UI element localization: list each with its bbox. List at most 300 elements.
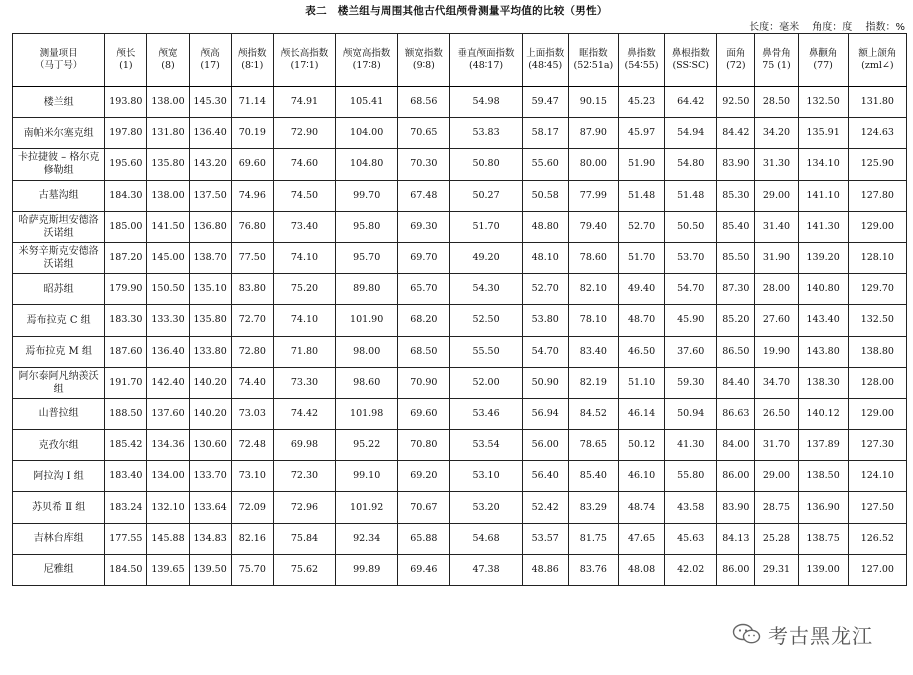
group-name-cell: 阿尔泰阿凡纳羡沃组 [13,367,105,398]
group-name-cell: 山普拉组 [13,398,105,429]
value-cell: 92.34 [336,523,398,554]
value-cell: 83.80 [231,274,273,305]
column-header-name: 鼻颧角 [808,48,838,59]
value-cell: 53.46 [450,398,522,429]
column-header [665,34,717,87]
group-name-cell: 克孜尔组 [13,430,105,461]
value-cell: 83.29 [568,492,618,523]
value-cell: 184.50 [105,554,147,585]
value-cell: 139.65 [147,554,189,585]
value-cell: 74.96 [231,180,273,211]
table-row [13,398,907,429]
value-cell: 179.90 [105,274,147,305]
table-row [13,87,907,118]
value-cell: 138.30 [798,367,848,398]
value-cell: 134.83 [189,523,231,554]
column-header-name: 上面指数 [526,48,565,59]
value-cell: 72.96 [273,492,335,523]
value-cell: 138.00 [147,87,189,118]
value-cell: 53.83 [450,118,522,149]
value-cell: 47.38 [450,554,522,585]
value-cell: 125.90 [848,149,906,180]
value-cell: 98.60 [336,367,398,398]
column-header [231,34,273,87]
column-header [618,34,664,87]
unit-angle: 角度：度 [812,22,853,33]
value-cell: 52.00 [450,367,522,398]
value-cell: 64.42 [665,87,717,118]
group-name-cell: 吉林台库组 [13,523,105,554]
value-cell: 82.19 [568,367,618,398]
value-cell: 70.19 [231,118,273,149]
value-cell: 84.52 [568,398,618,429]
group-name-cell: 哈萨克斯坦安德洛沃诺组 [13,211,105,242]
value-cell: 59.30 [665,367,717,398]
value-cell: 68.50 [398,336,450,367]
value-cell: 127.80 [848,180,906,211]
value-cell: 48.80 [522,211,568,242]
value-cell: 69.20 [398,461,450,492]
value-cell: 43.58 [665,492,717,523]
value-cell: 77.99 [568,180,618,211]
value-cell: 143.80 [798,336,848,367]
value-cell: 101.98 [336,398,398,429]
column-header [189,34,231,87]
value-cell: 68.56 [398,87,450,118]
value-cell: 71.80 [273,336,335,367]
value-cell: 130.60 [189,430,231,461]
value-cell: 50.50 [665,211,717,242]
value-cell: 135.80 [147,149,189,180]
value-cell: 131.80 [848,87,906,118]
value-cell: 29.00 [755,180,798,211]
value-cell: 48.70 [618,305,664,336]
value-cell: 51.70 [450,211,522,242]
value-cell: 47.65 [618,523,664,554]
value-cell: 177.55 [105,523,147,554]
value-cell: 70.65 [398,118,450,149]
column-header [13,34,105,87]
value-cell: 86.00 [717,461,755,492]
value-cell: 46.10 [618,461,664,492]
value-cell: 86.00 [717,554,755,585]
value-cell: 46.50 [618,336,664,367]
value-cell: 53.57 [522,523,568,554]
value-cell: 131.80 [147,118,189,149]
value-cell: 87.90 [568,118,618,149]
value-cell: 138.70 [189,242,231,273]
value-cell: 136.90 [798,492,848,523]
value-cell: 82.10 [568,274,618,305]
value-cell: 127.50 [848,492,906,523]
value-cell: 86.63 [717,398,755,429]
group-name-cell: 尼雅组 [13,554,105,585]
value-cell: 183.24 [105,492,147,523]
table-row [13,211,907,242]
value-cell: 133.30 [147,305,189,336]
value-cell: 128.00 [848,367,906,398]
value-cell: 48.86 [522,554,568,585]
watermark-text: 考古黑龙江 [768,623,873,648]
value-cell: 134.10 [798,149,848,180]
value-cell: 183.30 [105,305,147,336]
value-cell: 133.80 [189,336,231,367]
column-header-name: 鼻骨角 [762,48,791,59]
value-cell: 95.70 [336,242,398,273]
value-cell: 50.12 [618,430,664,461]
value-cell: 31.40 [755,211,798,242]
column-header [273,34,335,87]
value-cell: 70.90 [398,367,450,398]
value-cell: 187.20 [105,242,147,273]
value-cell: 140.12 [798,398,848,429]
value-cell: 48.08 [618,554,664,585]
value-cell: 78.60 [568,242,618,273]
value-cell: 28.75 [755,492,798,523]
value-cell: 104.00 [336,118,398,149]
value-cell: 87.30 [717,274,755,305]
column-header [105,34,147,87]
value-cell: 138.00 [147,180,189,211]
column-header [568,34,618,87]
value-cell: 53.10 [450,461,522,492]
table-row [13,336,907,367]
value-cell: 28.50 [755,87,798,118]
value-cell: 135.80 [189,305,231,336]
value-cell: 92.50 [717,87,755,118]
value-cell: 143.40 [798,305,848,336]
column-header-name: 额宽指数 [404,48,443,59]
value-cell: 25.28 [755,523,798,554]
value-cell: 195.60 [105,149,147,180]
group-name-cell: 南帕米尔塞克组 [13,118,105,149]
value-cell: 53.20 [450,492,522,523]
unit-index: 指数：% [865,22,905,33]
value-cell: 82.16 [231,523,273,554]
table-row [13,149,907,180]
column-header-code: (9∶8) [412,60,435,71]
value-cell: 73.03 [231,398,273,429]
value-cell: 72.48 [231,430,273,461]
column-header-name: 颅高 [200,48,220,59]
value-cell: 75.62 [273,554,335,585]
column-header-code: (8) [161,60,175,71]
value-cell: 55.60 [522,149,568,180]
value-cell: 89.80 [336,274,398,305]
column-header [755,34,798,87]
value-cell: 54.98 [450,87,522,118]
column-header-name: 眶指数 [579,48,608,59]
table-row [13,461,907,492]
value-cell: 78.10 [568,305,618,336]
value-cell: 45.90 [665,305,717,336]
value-cell: 84.40 [717,367,755,398]
table-row [13,274,907,305]
value-cell: 54.70 [522,336,568,367]
value-cell: 143.20 [189,149,231,180]
column-header-name: 颅宽 [158,48,178,59]
value-cell: 141.50 [147,211,189,242]
column-header-code: (54∶55) [624,60,659,71]
value-cell: 52.70 [522,274,568,305]
value-cell: 127.30 [848,430,906,461]
value-cell: 85.20 [717,305,755,336]
table-row [13,492,907,523]
value-cell: 145.88 [147,523,189,554]
value-cell: 132.50 [798,87,848,118]
value-cell: 29.31 [755,554,798,585]
column-header-name: 颅宽高指数 [342,48,391,59]
table-row [13,430,907,461]
table-row [13,305,907,336]
value-cell: 124.10 [848,461,906,492]
value-cell: 45.97 [618,118,664,149]
column-header [848,34,906,87]
value-cell: 90.15 [568,87,618,118]
value-cell: 19.90 [755,336,798,367]
column-header-name: 鼻根指数 [671,48,710,59]
value-cell: 69.70 [398,242,450,273]
value-cell: 145.30 [189,87,231,118]
value-cell: 34.20 [755,118,798,149]
value-cell: 142.40 [147,367,189,398]
table-row [13,367,907,398]
value-cell: 75.70 [231,554,273,585]
value-cell: 70.80 [398,430,450,461]
column-header-code: (52∶51a) [573,60,614,71]
value-cell: 73.10 [231,461,273,492]
table-row [13,180,907,211]
value-cell: 45.23 [618,87,664,118]
value-cell: 136.40 [147,336,189,367]
value-cell: 78.65 [568,430,618,461]
value-cell: 74.40 [231,367,273,398]
value-cell: 74.91 [273,87,335,118]
value-cell: 52.50 [450,305,522,336]
column-header-code: (48∶45) [528,60,563,71]
value-cell: 56.00 [522,430,568,461]
value-cell: 133.70 [189,461,231,492]
value-cell: 95.80 [336,211,398,242]
value-cell: 140.20 [189,398,231,429]
value-cell: 188.50 [105,398,147,429]
column-header-code: (zml∠) [861,60,894,71]
table-row [13,118,907,149]
value-cell: 74.50 [273,180,335,211]
value-cell: 86.50 [717,336,755,367]
value-cell: 74.10 [273,242,335,273]
value-cell: 150.50 [147,274,189,305]
value-cell: 70.30 [398,149,450,180]
unit-length: 长度：毫米 [749,22,800,33]
column-header-name: 颅长高指数 [280,48,329,59]
column-header-name: 垂直颅面指数 [457,48,515,59]
value-cell: 31.90 [755,242,798,273]
value-cell: 145.00 [147,242,189,273]
value-cell: 183.40 [105,461,147,492]
value-cell: 140.80 [798,274,848,305]
column-header-name: 测量项目 [39,48,78,59]
value-cell: 74.60 [273,149,335,180]
value-cell: 69.46 [398,554,450,585]
column-header-code: (48∶17) [469,60,504,71]
value-cell: 65.88 [398,523,450,554]
value-cell: 140.20 [189,367,231,398]
group-name-cell: 米努辛斯克安德洛沃诺组 [13,242,105,273]
value-cell: 95.22 [336,430,398,461]
value-cell: 72.30 [273,461,335,492]
value-cell: 137.50 [189,180,231,211]
value-cell: 76.80 [231,211,273,242]
value-cell: 52.42 [522,492,568,523]
value-cell: 73.40 [273,211,335,242]
value-cell: 124.63 [848,118,906,149]
value-cell: 56.94 [522,398,568,429]
value-cell: 56.40 [522,461,568,492]
group-name-cell: 阿拉沟 Ⅰ 组 [13,461,105,492]
value-cell: 65.70 [398,274,450,305]
value-cell: 85.40 [568,461,618,492]
value-cell: 72.09 [231,492,273,523]
table-row [13,523,907,554]
value-cell: 68.20 [398,305,450,336]
value-cell: 72.70 [231,305,273,336]
value-cell: 133.64 [189,492,231,523]
value-cell: 69.60 [398,398,450,429]
value-cell: 42.02 [665,554,717,585]
value-cell: 141.30 [798,211,848,242]
value-cell: 69.98 [273,430,335,461]
header-row [13,34,907,87]
table-row [13,554,907,585]
value-cell: 136.40 [189,118,231,149]
value-cell: 54.70 [665,274,717,305]
value-cell: 101.90 [336,305,398,336]
value-cell: 132.10 [147,492,189,523]
value-cell: 75.84 [273,523,335,554]
value-cell: 28.00 [755,274,798,305]
value-cell: 51.48 [665,180,717,211]
value-cell: 51.10 [618,367,664,398]
value-cell: 67.48 [398,180,450,211]
value-cell: 84.13 [717,523,755,554]
value-cell: 139.50 [189,554,231,585]
value-cell: 128.10 [848,242,906,273]
units-line [739,18,905,33]
value-cell: 53.54 [450,430,522,461]
value-cell: 99.89 [336,554,398,585]
value-cell: 83.40 [568,336,618,367]
value-cell: 99.10 [336,461,398,492]
column-header [717,34,755,87]
value-cell: 72.80 [231,336,273,367]
value-cell: 197.80 [105,118,147,149]
value-cell: 74.10 [273,305,335,336]
column-header-code: (8∶1) [241,60,264,71]
value-cell: 139.20 [798,242,848,273]
value-cell: 134.00 [147,461,189,492]
value-cell: 26.50 [755,398,798,429]
group-name-cell: 苏贝希 Ⅱ 组 [13,492,105,523]
value-cell: 54.80 [665,149,717,180]
value-cell: 50.94 [665,398,717,429]
value-cell: 191.70 [105,367,147,398]
measurement-table-wrap [12,33,907,586]
column-header-name: 面角 [726,48,746,59]
value-cell: 46.14 [618,398,664,429]
value-cell: 59.47 [522,87,568,118]
group-name-cell: 焉布拉克 C 组 [13,305,105,336]
value-cell: 185.00 [105,211,147,242]
value-cell: 55.80 [665,461,717,492]
value-cell: 104.80 [336,149,398,180]
value-cell: 74.42 [273,398,335,429]
value-cell: 51.90 [618,149,664,180]
value-cell: 98.00 [336,336,398,367]
table-row [13,242,907,273]
value-cell: 129.00 [848,398,906,429]
value-cell: 54.30 [450,274,522,305]
value-cell: 99.70 [336,180,398,211]
table-title: 表二 楼兰组与周围其他古代组颅骨测量平均值的比较（男性） [305,5,608,17]
value-cell: 138.75 [798,523,848,554]
value-cell: 45.63 [665,523,717,554]
value-cell: 141.10 [798,180,848,211]
value-cell: 187.60 [105,336,147,367]
column-header-code: (17∶8) [352,60,381,71]
value-cell: 55.50 [450,336,522,367]
value-cell: 139.00 [798,554,848,585]
value-cell: 135.91 [798,118,848,149]
value-cell: 49.20 [450,242,522,273]
value-cell: 58.17 [522,118,568,149]
value-cell: 127.00 [848,554,906,585]
value-cell: 77.50 [231,242,273,273]
value-cell: 83.76 [568,554,618,585]
value-cell: 83.90 [717,492,755,523]
value-cell: 136.80 [189,211,231,242]
group-name-cell: 卡拉捷彼 – 格尔克修勒组 [13,149,105,180]
value-cell: 85.40 [717,211,755,242]
value-cell: 48.10 [522,242,568,273]
column-header-name: 颅指数 [238,48,267,59]
column-header [398,34,450,87]
column-header-code: (1) [119,60,133,71]
value-cell: 53.80 [522,305,568,336]
value-cell: 29.00 [755,461,798,492]
value-cell: 85.50 [717,242,755,273]
value-cell: 69.60 [231,149,273,180]
value-cell: 54.68 [450,523,522,554]
column-header-code: （马丁号） [34,60,83,71]
value-cell: 53.70 [665,242,717,273]
column-header-name: 额上颌角 [858,48,897,59]
column-header-name: 颅长 [116,48,136,59]
value-cell: 185.42 [105,430,147,461]
column-header-code: (77) [813,60,833,71]
value-cell: 75.20 [273,274,335,305]
value-cell: 84.42 [717,118,755,149]
value-cell: 52.70 [618,211,664,242]
value-cell: 41.30 [665,430,717,461]
value-cell: 51.70 [618,242,664,273]
value-cell: 129.00 [848,211,906,242]
value-cell: 50.58 [522,180,568,211]
value-cell: 48.74 [618,492,664,523]
value-cell: 105.41 [336,87,398,118]
column-header-code: (SS∶SC) [672,60,709,71]
value-cell: 51.48 [618,180,664,211]
